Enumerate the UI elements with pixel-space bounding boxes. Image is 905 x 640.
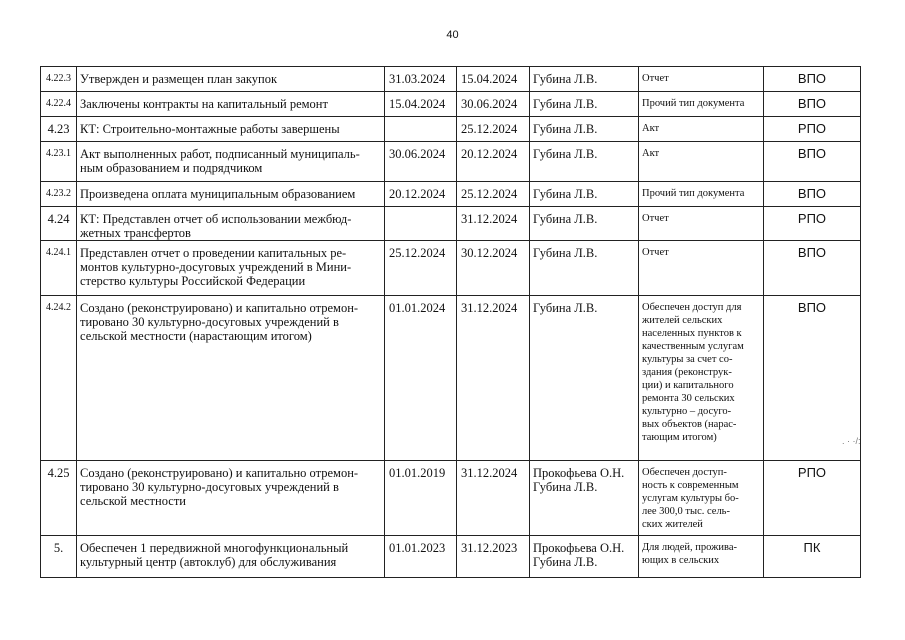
row-title: КТ: Представлен отчет об использовании межбюд- жетных трансфертов (77, 207, 385, 241)
row-end-date: 20.12.2024 (457, 142, 530, 182)
table-row (41, 182, 861, 207)
row-title: Произведена оплата муниципальным образованием (77, 182, 385, 207)
row-start-date (385, 117, 457, 142)
row-number: 4.22.4 (41, 92, 77, 117)
stray-mark: . · ·/: (842, 436, 861, 446)
row-end-date: 30.12.2024 (457, 241, 530, 296)
row-level: РПО (764, 461, 861, 536)
row-level: ВПО (764, 182, 861, 207)
row-number: 4.24 (41, 207, 77, 241)
table-row (41, 536, 861, 578)
row-responsible: Губина Л.В. (530, 142, 639, 182)
row-start-date: 15.04.2024 (385, 92, 457, 117)
table-row (41, 296, 861, 461)
row-document-type: Отчет (639, 241, 764, 296)
row-title: Создано (реконструировано) и капитально отремон- тировано 30 культурно-досуговых учреждений в сельской местности (77, 461, 385, 536)
table-row (41, 142, 861, 182)
row-title: Акт выполненных работ, подписанный муниципаль- ным образованием и подрядчиком (77, 142, 385, 182)
row-number: 4.24.1 (41, 241, 77, 296)
row-level: ВПО (764, 142, 861, 182)
row-title: Создано (реконструировано) и капитально отремон- тировано 30 культурно-досуговых учреждений в сельской местности (нарастающим итогом) (77, 296, 385, 461)
row-end-date: 31.12.2024 (457, 207, 530, 241)
row-number: 5. (41, 536, 77, 578)
row-end-date: 25.12.2024 (457, 117, 530, 142)
row-document-type: Прочий тип документа (639, 182, 764, 207)
table-row (41, 67, 861, 92)
row-start-date (385, 207, 457, 241)
row-level: ВПО (764, 67, 861, 92)
row-level: ПК (764, 536, 861, 578)
row-level: ВПО (764, 92, 861, 117)
table-row (41, 117, 861, 142)
row-title: Обеспечен 1 передвижной многофункциональный культурный центр (автоклуб) для обслуживания (77, 536, 385, 578)
row-document-type: Обеспечен доступ- ность к современным услугам культуры бо- лее 300,0 тыс. сель- ских жителей (639, 461, 764, 536)
plan-table-body (41, 67, 861, 578)
row-title: Представлен отчет о проведении капитальных ре- монтов культурно-досуговых учреждений в Мини- стерство культуры Российской Федерации (77, 241, 385, 296)
page-number: 40 (446, 29, 459, 41)
row-responsible: Прокофьева О.Н. Губина Л.В. (530, 536, 639, 578)
row-end-date: 31.12.2024 (457, 296, 530, 461)
plan-table (40, 66, 861, 578)
row-start-date: 01.01.2023 (385, 536, 457, 578)
row-end-date: 31.12.2024 (457, 461, 530, 536)
row-title: КТ: Строительно-монтажные работы завершены (77, 117, 385, 142)
row-start-date: 20.12.2024 (385, 182, 457, 207)
row-document-type: Для людей, прожива- ющих в сельских (639, 536, 764, 578)
row-responsible: Губина Л.В. (530, 207, 639, 241)
row-start-date: 01.01.2024 (385, 296, 457, 461)
row-responsible: Губина Л.В. (530, 296, 639, 461)
row-level: ВПО (764, 241, 861, 296)
row-level: РПО (764, 207, 861, 241)
table-row (41, 461, 861, 536)
row-end-date: 30.06.2024 (457, 92, 530, 117)
row-start-date: 31.03.2024 (385, 67, 457, 92)
row-responsible: Губина Л.В. (530, 67, 639, 92)
row-document-type: Акт (639, 117, 764, 142)
row-number: 4.23 (41, 117, 77, 142)
row-start-date: 30.06.2024 (385, 142, 457, 182)
row-end-date: 31.12.2023 (457, 536, 530, 578)
row-responsible: Губина Л.В. (530, 92, 639, 117)
row-document-type: Отчет (639, 207, 764, 241)
row-number: 4.24.2 (41, 296, 77, 461)
row-number: 4.22.3 (41, 67, 77, 92)
row-document-type: Обеспечен доступ для жителей сельских населенных пунктов к качественным услугам культуры за счет со- здания (реконструк- ции) и капитального ремонта 30 сельских культурно – досуго- вых объектов (нарас- тающим итогом) (639, 296, 764, 461)
row-title: Заключены контракты на капитальный ремонт (77, 92, 385, 117)
table-row (41, 92, 861, 117)
row-level: РПО (764, 117, 861, 142)
row-responsible: Губина Л.В. (530, 117, 639, 142)
row-level: ВПО (764, 296, 861, 461)
table-row (41, 207, 861, 241)
row-title: Утвержден и размещен план закупок (77, 67, 385, 92)
row-end-date: 25.12.2024 (457, 182, 530, 207)
table-row (41, 241, 861, 296)
row-number: 4.25 (41, 461, 77, 536)
row-responsible: Губина Л.В. (530, 241, 639, 296)
row-document-type: Отчет (639, 67, 764, 92)
row-end-date: 15.04.2024 (457, 67, 530, 92)
row-responsible: Прокофьева О.Н. Губина Л.В. (530, 461, 639, 536)
row-start-date: 25.12.2024 (385, 241, 457, 296)
row-number: 4.23.1 (41, 142, 77, 182)
row-number: 4.23.2 (41, 182, 77, 207)
row-start-date: 01.01.2019 (385, 461, 457, 536)
row-responsible: Губина Л.В. (530, 182, 639, 207)
row-document-type: Прочий тип документа (639, 92, 764, 117)
row-document-type: Акт (639, 142, 764, 182)
